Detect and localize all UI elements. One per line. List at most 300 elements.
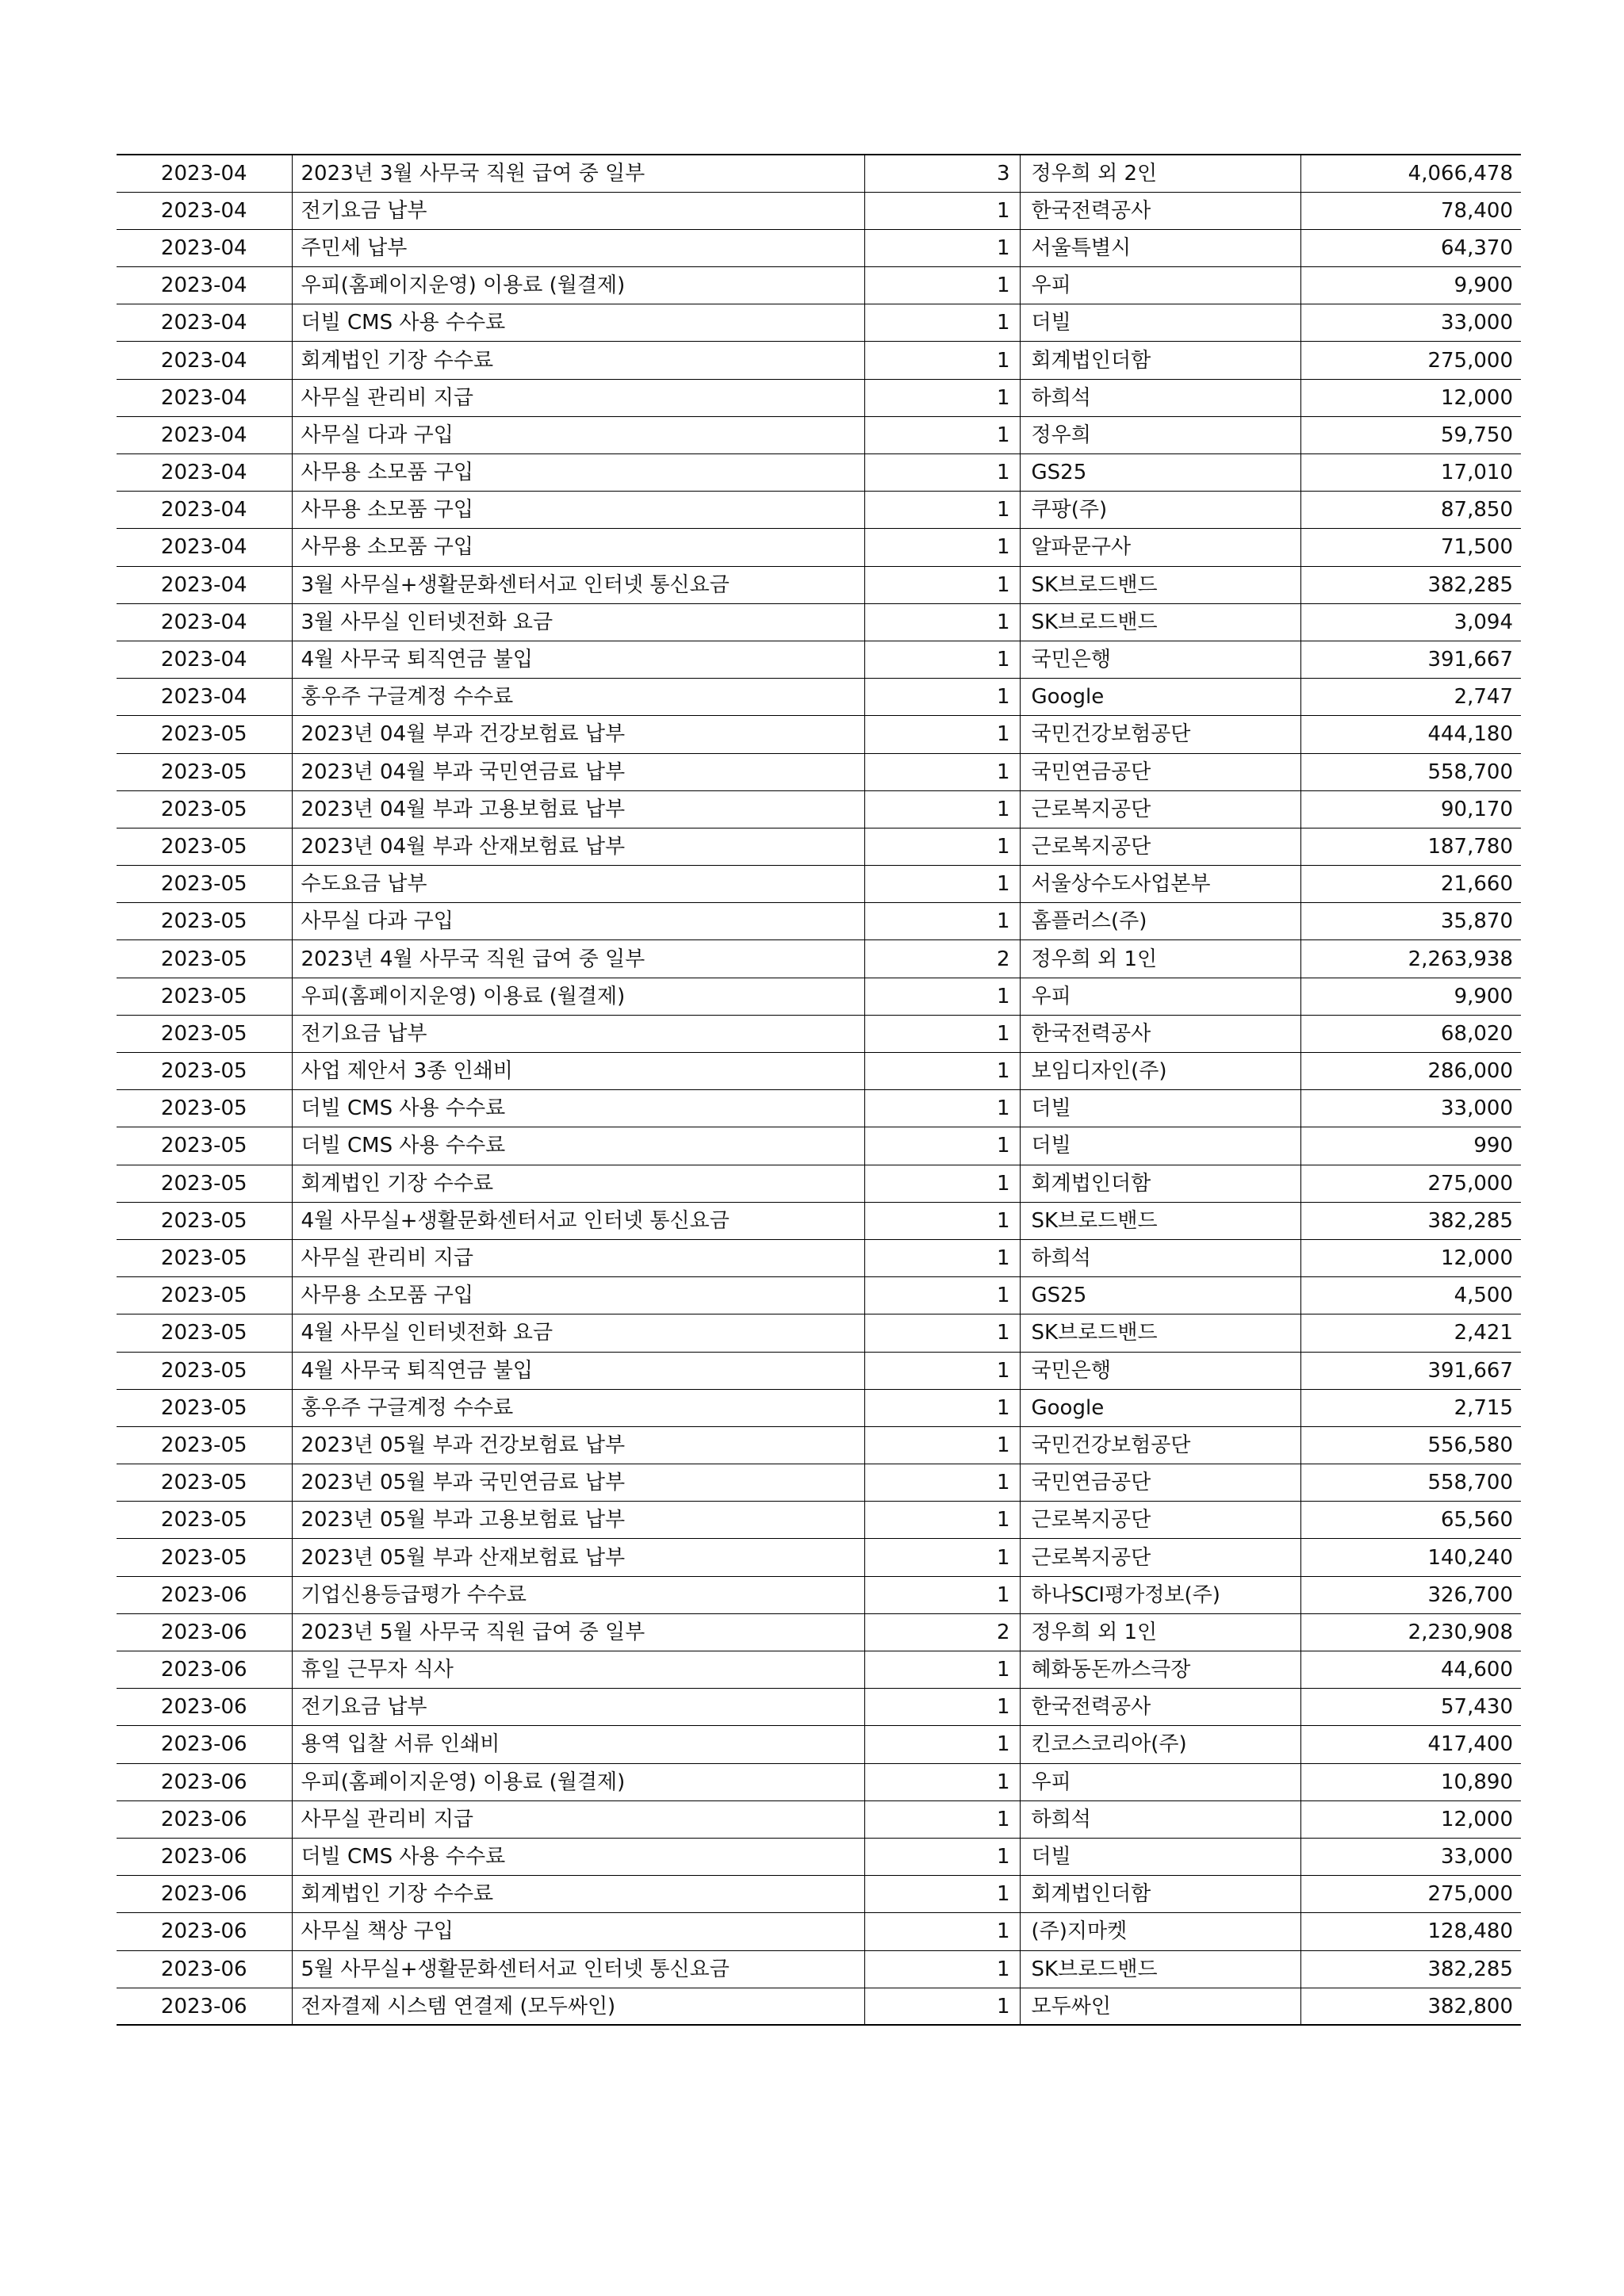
payee-cell: 우피 xyxy=(1020,1763,1300,1800)
table-row xyxy=(117,1426,1521,1464)
quantity-cell: 1 xyxy=(864,267,1020,304)
description-cell: 2023년 04월 부과 산재보험료 납부 xyxy=(292,828,864,865)
payee-cell: SK브로드밴드 xyxy=(1020,603,1300,641)
payee-cell: 하희석 xyxy=(1020,1800,1300,1838)
description-cell: 우피(홈페이지운영) 이용료 (월결제) xyxy=(292,978,864,1015)
payee-cell: 하나SCI평가정보(주) xyxy=(1020,1576,1300,1613)
description-cell: 사업 제안서 3종 인쇄비 xyxy=(292,1053,864,1090)
date-cell: 2023-05 xyxy=(117,1426,292,1464)
table-row xyxy=(117,1988,1521,2025)
amount-cell: 35,870 xyxy=(1300,903,1521,940)
amount-cell: 391,667 xyxy=(1300,1352,1521,1389)
amount-cell: 275,000 xyxy=(1300,342,1521,379)
payee-cell: Google xyxy=(1020,1389,1300,1426)
amount-cell: 990 xyxy=(1300,1127,1521,1165)
date-cell: 2023-04 xyxy=(117,155,292,192)
table-row xyxy=(117,1314,1521,1352)
date-cell: 2023-04 xyxy=(117,529,292,566)
date-cell: 2023-05 xyxy=(117,1202,292,1239)
quantity-cell: 1 xyxy=(864,1689,1020,1726)
amount-cell: 326,700 xyxy=(1300,1576,1521,1613)
expense-ledger-table xyxy=(117,154,1521,2026)
quantity-cell: 1 xyxy=(864,566,1020,603)
amount-cell: 2,715 xyxy=(1300,1389,1521,1426)
table-row xyxy=(117,1277,1521,1314)
quantity-cell: 1 xyxy=(864,790,1020,828)
payee-cell: SK브로드밴드 xyxy=(1020,1202,1300,1239)
table-row xyxy=(117,155,1521,192)
date-cell: 2023-05 xyxy=(117,1464,292,1502)
amount-cell: 9,900 xyxy=(1300,978,1521,1015)
amount-cell: 4,500 xyxy=(1300,1277,1521,1314)
amount-cell: 382,800 xyxy=(1300,1988,1521,2025)
date-cell: 2023-06 xyxy=(117,1576,292,1613)
table-row xyxy=(117,753,1521,790)
quantity-cell: 1 xyxy=(864,1314,1020,1352)
date-cell: 2023-04 xyxy=(117,379,292,416)
table-row xyxy=(117,641,1521,678)
payee-cell: 더빌 xyxy=(1020,304,1300,342)
table-row xyxy=(117,1689,1521,1726)
payee-cell: 근로복지공단 xyxy=(1020,1502,1300,1539)
date-cell: 2023-05 xyxy=(117,828,292,865)
date-cell: 2023-05 xyxy=(117,1239,292,1276)
description-cell: 5월 사무실+생활문화센터서교 인터넷 통신요금 xyxy=(292,1950,864,1988)
amount-cell: 4,066,478 xyxy=(1300,155,1521,192)
description-cell: 회계법인 기장 수수료 xyxy=(292,1165,864,1202)
description-cell: 2023년 05월 부과 산재보험료 납부 xyxy=(292,1539,864,1576)
date-cell: 2023-05 xyxy=(117,790,292,828)
description-cell: 전기요금 납부 xyxy=(292,1689,864,1726)
date-cell: 2023-04 xyxy=(117,603,292,641)
quantity-cell: 1 xyxy=(864,1988,1020,2025)
date-cell: 2023-06 xyxy=(117,1950,292,1988)
date-cell: 2023-05 xyxy=(117,1389,292,1426)
table-row xyxy=(117,828,1521,865)
date-cell: 2023-06 xyxy=(117,1988,292,2025)
table-row xyxy=(117,454,1521,492)
quantity-cell: 1 xyxy=(864,1202,1020,1239)
amount-cell: 44,600 xyxy=(1300,1651,1521,1689)
date-cell: 2023-06 xyxy=(117,1913,292,1950)
quantity-cell: 1 xyxy=(864,1352,1020,1389)
description-cell: 2023년 3월 사무국 직원 급여 중 일부 xyxy=(292,155,864,192)
amount-cell: 59,750 xyxy=(1300,416,1521,453)
date-cell: 2023-05 xyxy=(117,1090,292,1127)
quantity-cell: 1 xyxy=(864,454,1020,492)
quantity-cell: 1 xyxy=(864,1127,1020,1165)
description-cell: 2023년 04월 부과 고용보험료 납부 xyxy=(292,790,864,828)
date-cell: 2023-04 xyxy=(117,304,292,342)
quantity-cell: 1 xyxy=(864,1726,1020,1763)
payee-cell: 근로복지공단 xyxy=(1020,790,1300,828)
quantity-cell: 1 xyxy=(864,679,1020,716)
description-cell: 회계법인 기장 수수료 xyxy=(292,342,864,379)
amount-cell: 17,010 xyxy=(1300,454,1521,492)
description-cell: 3월 사무실 인터넷전화 요금 xyxy=(292,603,864,641)
payee-cell: 회계법인더함 xyxy=(1020,342,1300,379)
date-cell: 2023-06 xyxy=(117,1726,292,1763)
date-cell: 2023-05 xyxy=(117,978,292,1015)
payee-cell: 쿠팡(주) xyxy=(1020,492,1300,529)
payee-cell: 국민은행 xyxy=(1020,641,1300,678)
payee-cell: 정우희 xyxy=(1020,416,1300,453)
quantity-cell: 1 xyxy=(864,1015,1020,1052)
description-cell: 더빌 CMS 사용 수수료 xyxy=(292,304,864,342)
table-row xyxy=(117,1239,1521,1276)
amount-cell: 382,285 xyxy=(1300,1202,1521,1239)
table-row xyxy=(117,1165,1521,1202)
amount-cell: 57,430 xyxy=(1300,1689,1521,1726)
description-cell: 전기요금 납부 xyxy=(292,192,864,229)
quantity-cell: 1 xyxy=(864,1539,1020,1576)
table-row xyxy=(117,1127,1521,1165)
description-cell: 4월 사무국 퇴직연금 불입 xyxy=(292,641,864,678)
quantity-cell: 1 xyxy=(864,342,1020,379)
payee-cell: 혜화동돈까스극장 xyxy=(1020,1651,1300,1689)
description-cell: 회계법인 기장 수수료 xyxy=(292,1876,864,1913)
quantity-cell: 1 xyxy=(864,529,1020,566)
quantity-cell: 1 xyxy=(864,978,1020,1015)
description-cell: 사무용 소모품 구입 xyxy=(292,1277,864,1314)
amount-cell: 275,000 xyxy=(1300,1165,1521,1202)
amount-cell: 21,660 xyxy=(1300,866,1521,903)
table-row xyxy=(117,603,1521,641)
payee-cell: 정우희 외 2인 xyxy=(1020,155,1300,192)
date-cell: 2023-05 xyxy=(117,1127,292,1165)
payee-cell: 더빌 xyxy=(1020,1838,1300,1875)
amount-cell: 417,400 xyxy=(1300,1726,1521,1763)
amount-cell: 128,480 xyxy=(1300,1913,1521,1950)
description-cell: 휴일 근무자 식사 xyxy=(292,1651,864,1689)
amount-cell: 9,900 xyxy=(1300,267,1521,304)
amount-cell: 65,560 xyxy=(1300,1502,1521,1539)
amount-cell: 64,370 xyxy=(1300,229,1521,266)
amount-cell: 71,500 xyxy=(1300,529,1521,566)
table-row xyxy=(117,529,1521,566)
amount-cell: 2,230,908 xyxy=(1300,1613,1521,1651)
quantity-cell: 1 xyxy=(864,379,1020,416)
payee-cell: 한국전력공사 xyxy=(1020,1015,1300,1052)
payee-cell: 더빌 xyxy=(1020,1127,1300,1165)
payee-cell: SK브로드밴드 xyxy=(1020,1314,1300,1352)
date-cell: 2023-04 xyxy=(117,566,292,603)
date-cell: 2023-05 xyxy=(117,1314,292,1352)
description-cell: 홍우주 구글계정 수수료 xyxy=(292,1389,864,1426)
date-cell: 2023-06 xyxy=(117,1689,292,1726)
date-cell: 2023-04 xyxy=(117,192,292,229)
amount-cell: 444,180 xyxy=(1300,716,1521,753)
payee-cell: 하희석 xyxy=(1020,1239,1300,1276)
table-row xyxy=(117,1539,1521,1576)
amount-cell: 558,700 xyxy=(1300,753,1521,790)
payee-cell: 국민건강보험공단 xyxy=(1020,1426,1300,1464)
amount-cell: 275,000 xyxy=(1300,1876,1521,1913)
amount-cell: 187,780 xyxy=(1300,828,1521,865)
quantity-cell: 1 xyxy=(864,304,1020,342)
payee-cell: 서울상수도사업본부 xyxy=(1020,866,1300,903)
date-cell: 2023-05 xyxy=(117,903,292,940)
quantity-cell: 1 xyxy=(864,1651,1020,1689)
date-cell: 2023-05 xyxy=(117,1277,292,1314)
table-row xyxy=(117,1613,1521,1651)
description-cell: 사무실 책상 구입 xyxy=(292,1913,864,1950)
date-cell: 2023-04 xyxy=(117,492,292,529)
date-cell: 2023-04 xyxy=(117,641,292,678)
table-row xyxy=(117,940,1521,978)
amount-cell: 12,000 xyxy=(1300,1239,1521,1276)
table-row xyxy=(117,1651,1521,1689)
description-cell: 사무용 소모품 구입 xyxy=(292,454,864,492)
table-row xyxy=(117,1502,1521,1539)
amount-cell: 33,000 xyxy=(1300,304,1521,342)
quantity-cell: 1 xyxy=(864,1426,1020,1464)
quantity-cell: 1 xyxy=(864,1913,1020,1950)
description-cell: 기업신용등급평가 수수료 xyxy=(292,1576,864,1613)
payee-cell: SK브로드밴드 xyxy=(1020,1950,1300,1988)
description-cell: 용역 입찰 서류 인쇄비 xyxy=(292,1726,864,1763)
table-row xyxy=(117,1763,1521,1800)
date-cell: 2023-04 xyxy=(117,679,292,716)
table-row xyxy=(117,1876,1521,1913)
quantity-cell: 1 xyxy=(864,603,1020,641)
date-cell: 2023-04 xyxy=(117,229,292,266)
table-row xyxy=(117,1950,1521,1988)
payee-cell: Google xyxy=(1020,679,1300,716)
table-row xyxy=(117,716,1521,753)
description-cell: 사무실 다과 구입 xyxy=(292,903,864,940)
quantity-cell: 1 xyxy=(864,492,1020,529)
quantity-cell: 1 xyxy=(864,1389,1020,1426)
quantity-cell: 1 xyxy=(864,716,1020,753)
table-row xyxy=(117,866,1521,903)
table-row xyxy=(117,1913,1521,1950)
payee-cell: 근로복지공단 xyxy=(1020,1539,1300,1576)
table-row xyxy=(117,229,1521,266)
payee-cell: 우피 xyxy=(1020,978,1300,1015)
payee-cell: 모두싸인 xyxy=(1020,1988,1300,2025)
description-cell: 4월 사무실+생활문화센터서교 인터넷 통신요금 xyxy=(292,1202,864,1239)
description-cell: 4월 사무실 인터넷전화 요금 xyxy=(292,1314,864,1352)
amount-cell: 140,240 xyxy=(1300,1539,1521,1576)
description-cell: 2023년 04월 부과 국민연금료 납부 xyxy=(292,753,864,790)
quantity-cell: 1 xyxy=(864,1950,1020,1988)
date-cell: 2023-05 xyxy=(117,1015,292,1052)
date-cell: 2023-06 xyxy=(117,1876,292,1913)
date-cell: 2023-05 xyxy=(117,753,292,790)
quantity-cell: 1 xyxy=(864,1876,1020,1913)
description-cell: 2023년 4월 사무국 직원 급여 중 일부 xyxy=(292,940,864,978)
date-cell: 2023-05 xyxy=(117,1053,292,1090)
table-row xyxy=(117,1800,1521,1838)
quantity-cell: 1 xyxy=(864,1053,1020,1090)
payee-cell: 국민연금공단 xyxy=(1020,753,1300,790)
payee-cell: 홈플러스(주) xyxy=(1020,903,1300,940)
description-cell: 3월 사무실+생활문화센터서교 인터넷 통신요금 xyxy=(292,566,864,603)
description-cell: 더빌 CMS 사용 수수료 xyxy=(292,1838,864,1875)
date-cell: 2023-05 xyxy=(117,866,292,903)
date-cell: 2023-04 xyxy=(117,342,292,379)
date-cell: 2023-05 xyxy=(117,716,292,753)
payee-cell: 정우희 외 1인 xyxy=(1020,1613,1300,1651)
quantity-cell: 1 xyxy=(864,903,1020,940)
quantity-cell: 1 xyxy=(864,1576,1020,1613)
description-cell: 2023년 5월 사무국 직원 급여 중 일부 xyxy=(292,1613,864,1651)
payee-cell: 회계법인더함 xyxy=(1020,1876,1300,1913)
description-cell: 우피(홈페이지운영) 이용료 (월결제) xyxy=(292,267,864,304)
date-cell: 2023-05 xyxy=(117,1539,292,1576)
amount-cell: 382,285 xyxy=(1300,1950,1521,1988)
amount-cell: 286,000 xyxy=(1300,1053,1521,1090)
table-row xyxy=(117,1838,1521,1875)
description-cell: 2023년 05월 부과 국민연금료 납부 xyxy=(292,1464,864,1502)
date-cell: 2023-06 xyxy=(117,1613,292,1651)
date-cell: 2023-05 xyxy=(117,1502,292,1539)
payee-cell: 국민연금공단 xyxy=(1020,1464,1300,1502)
quantity-cell: 1 xyxy=(864,1502,1020,1539)
description-cell: 사무용 소모품 구입 xyxy=(292,492,864,529)
date-cell: 2023-06 xyxy=(117,1838,292,1875)
table-row xyxy=(117,566,1521,603)
amount-cell: 3,094 xyxy=(1300,603,1521,641)
quantity-cell: 2 xyxy=(864,1613,1020,1651)
table-row xyxy=(117,192,1521,229)
payee-cell: 보임디자인(주) xyxy=(1020,1053,1300,1090)
description-cell: 홍우주 구글계정 수수료 xyxy=(292,679,864,716)
date-cell: 2023-04 xyxy=(117,454,292,492)
quantity-cell: 1 xyxy=(864,1800,1020,1838)
table-row xyxy=(117,304,1521,342)
payee-cell: 킨코스코리아(주) xyxy=(1020,1726,1300,1763)
description-cell: 수도요금 납부 xyxy=(292,866,864,903)
payee-cell: 근로복지공단 xyxy=(1020,828,1300,865)
amount-cell: 10,890 xyxy=(1300,1763,1521,1800)
quantity-cell: 1 xyxy=(864,416,1020,453)
payee-cell: GS25 xyxy=(1020,454,1300,492)
payee-cell: SK브로드밴드 xyxy=(1020,566,1300,603)
quantity-cell: 1 xyxy=(864,1277,1020,1314)
quantity-cell: 1 xyxy=(864,1763,1020,1800)
payee-cell: (주)지마켓 xyxy=(1020,1913,1300,1950)
amount-cell: 558,700 xyxy=(1300,1464,1521,1502)
payee-cell: 국민건강보험공단 xyxy=(1020,716,1300,753)
quantity-cell: 1 xyxy=(864,1165,1020,1202)
amount-cell: 12,000 xyxy=(1300,379,1521,416)
amount-cell: 78,400 xyxy=(1300,192,1521,229)
quantity-cell: 1 xyxy=(864,1838,1020,1875)
payee-cell: 우피 xyxy=(1020,267,1300,304)
quantity-cell: 1 xyxy=(864,192,1020,229)
description-cell: 전자결제 시스템 연결제 (모두싸인) xyxy=(292,1988,864,2025)
description-cell: 더빌 CMS 사용 수수료 xyxy=(292,1090,864,1127)
payee-cell: 국민은행 xyxy=(1020,1352,1300,1389)
quantity-cell: 1 xyxy=(864,828,1020,865)
payee-cell: 알파문구사 xyxy=(1020,529,1300,566)
table-row xyxy=(117,1202,1521,1239)
description-cell: 사무실 관리비 지급 xyxy=(292,1800,864,1838)
date-cell: 2023-04 xyxy=(117,416,292,453)
quantity-cell: 1 xyxy=(864,866,1020,903)
amount-cell: 556,580 xyxy=(1300,1426,1521,1464)
description-cell: 2023년 04월 부과 건강보험료 납부 xyxy=(292,716,864,753)
table-row xyxy=(117,1352,1521,1389)
table-row xyxy=(117,416,1521,453)
date-cell: 2023-05 xyxy=(117,1165,292,1202)
description-cell: 사무실 다과 구입 xyxy=(292,416,864,453)
table-row xyxy=(117,1464,1521,1502)
description-cell: 2023년 05월 부과 건강보험료 납부 xyxy=(292,1426,864,1464)
date-cell: 2023-04 xyxy=(117,267,292,304)
table-row xyxy=(117,679,1521,716)
payee-cell: GS25 xyxy=(1020,1277,1300,1314)
quantity-cell: 1 xyxy=(864,1239,1020,1276)
amount-cell: 68,020 xyxy=(1300,1015,1521,1052)
table-row xyxy=(117,1726,1521,1763)
table-row xyxy=(117,1389,1521,1426)
amount-cell: 2,421 xyxy=(1300,1314,1521,1352)
description-cell: 전기요금 납부 xyxy=(292,1015,864,1052)
description-cell: 우피(홈페이지운영) 이용료 (월결제) xyxy=(292,1763,864,1800)
description-cell: 주민세 납부 xyxy=(292,229,864,266)
amount-cell: 33,000 xyxy=(1300,1838,1521,1875)
quantity-cell: 1 xyxy=(864,753,1020,790)
quantity-cell: 1 xyxy=(864,1464,1020,1502)
description-cell: 사무용 소모품 구입 xyxy=(292,529,864,566)
table-row xyxy=(117,1015,1521,1052)
table-row xyxy=(117,267,1521,304)
quantity-cell: 2 xyxy=(864,940,1020,978)
date-cell: 2023-06 xyxy=(117,1800,292,1838)
amount-cell: 382,285 xyxy=(1300,566,1521,603)
payee-cell: 한국전력공사 xyxy=(1020,1689,1300,1726)
amount-cell: 87,850 xyxy=(1300,492,1521,529)
amount-cell: 33,000 xyxy=(1300,1090,1521,1127)
payee-cell: 서울특별시 xyxy=(1020,229,1300,266)
table-row xyxy=(117,492,1521,529)
table-row xyxy=(117,342,1521,379)
table-row xyxy=(117,978,1521,1015)
quantity-cell: 1 xyxy=(864,229,1020,266)
quantity-cell: 1 xyxy=(864,1090,1020,1127)
table-row xyxy=(117,1053,1521,1090)
description-cell: 사무실 관리비 지급 xyxy=(292,379,864,416)
amount-cell: 2,263,938 xyxy=(1300,940,1521,978)
quantity-cell: 3 xyxy=(864,155,1020,192)
payee-cell: 한국전력공사 xyxy=(1020,192,1300,229)
description-cell: 더빌 CMS 사용 수수료 xyxy=(292,1127,864,1165)
quantity-cell: 1 xyxy=(864,641,1020,678)
date-cell: 2023-05 xyxy=(117,940,292,978)
table-row xyxy=(117,903,1521,940)
payee-cell: 회계법인더함 xyxy=(1020,1165,1300,1202)
description-cell: 사무실 관리비 지급 xyxy=(292,1239,864,1276)
table-row xyxy=(117,790,1521,828)
table-row xyxy=(117,379,1521,416)
table-row xyxy=(117,1576,1521,1613)
payee-cell: 하희석 xyxy=(1020,379,1300,416)
date-cell: 2023-06 xyxy=(117,1763,292,1800)
amount-cell: 2,747 xyxy=(1300,679,1521,716)
ledger-body xyxy=(117,155,1521,2025)
amount-cell: 12,000 xyxy=(1300,1800,1521,1838)
amount-cell: 90,170 xyxy=(1300,790,1521,828)
date-cell: 2023-05 xyxy=(117,1352,292,1389)
description-cell: 4월 사무국 퇴직연금 불입 xyxy=(292,1352,864,1389)
payee-cell: 더빌 xyxy=(1020,1090,1300,1127)
date-cell: 2023-06 xyxy=(117,1651,292,1689)
amount-cell: 391,667 xyxy=(1300,641,1521,678)
description-cell: 2023년 05월 부과 고용보험료 납부 xyxy=(292,1502,864,1539)
